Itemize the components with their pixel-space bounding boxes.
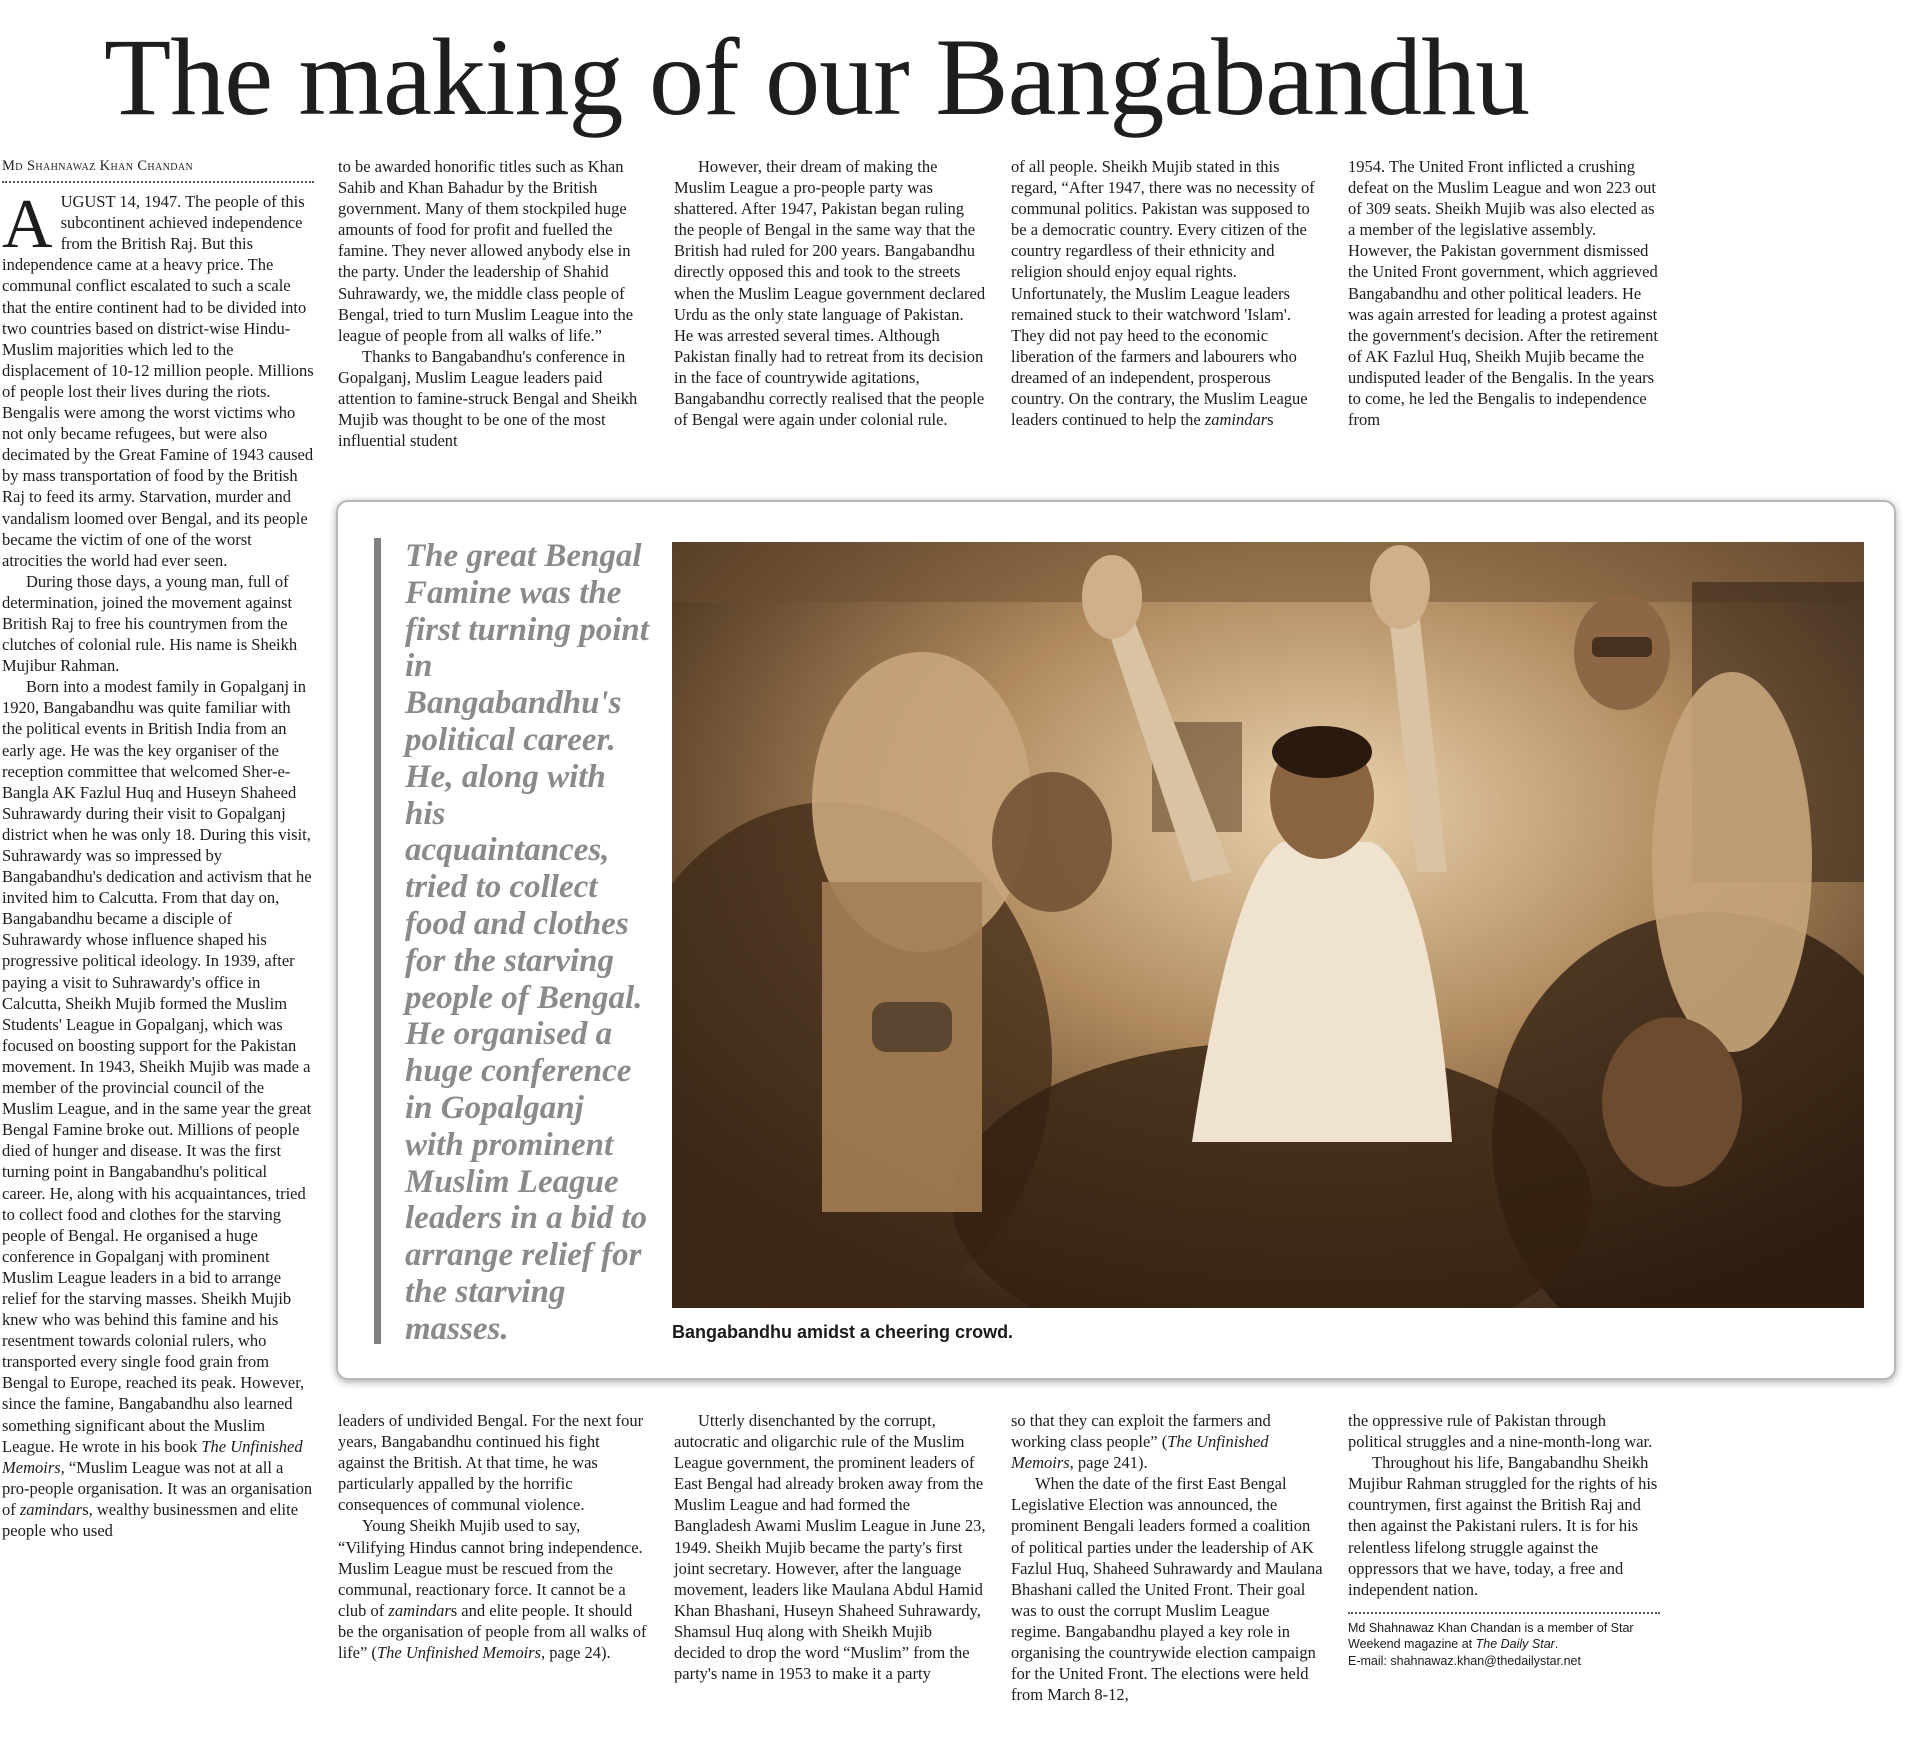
paragraph: Throughout his life, Bangabandhu Sheikh Mujibur Rahman struggled for the rights of his countrymen, first against the British Raj and then against the Pakistani rulers. It is for his relentless lifelong struggle against the oppressors that we have, today, a free and independent nation. xyxy=(1348,1453,1658,1599)
column-4-top xyxy=(1011,156,1323,430)
newspaper-name: The Daily Star xyxy=(1475,1637,1555,1652)
column-3-bottom xyxy=(674,1410,986,1684)
paragraph: the oppressive rule of Pakistan through political struggles and a nine-month-long war. xyxy=(1348,1411,1653,1452)
paragraph: so that they can exploit the farmers and working class people” (The Unfinished Memoirs, page 241). xyxy=(1011,1411,1271,1473)
byline: Md Shahnawaz Khan Chandan xyxy=(2,156,314,183)
pull-quote: The great Bengal Famine was the first turning point in Bangabandhu's political career. He, along with his acquaintances, tried to collect food and clothes for the starving people of Bengal. He organised a huge conference in Gopalganj with prominent Muslim League leaders in a bid to arrange relief for the starving masses. xyxy=(374,538,650,1344)
paragraph: 1954. The United Front inflicted a crushing defeat on the Muslim League and won 223 out of 309 seats. Sheikh Mujib was also elected as a member of the legislative assembly. However, the Pakistan government dismissed the United Front government, which aggrieved Bangabandhu and other political leaders. He was again arrested for leading a protest against the government's decision. After the retirement of AK Fazlul Huq, Sheikh Mujib became the undisputed leader of the Bengalis. In the years to come, he led the Bengalis to independence from xyxy=(1348,157,1658,430)
photo-caption: Bangabandhu amidst a cheering crowd. xyxy=(672,1322,1014,1342)
column-1 xyxy=(2,156,314,1541)
column-5-bottom xyxy=(1348,1410,1660,1669)
book-title: The Unfinished Memoirs xyxy=(2,1436,303,1477)
author-email: E-mail: shahnawaz.khan@thedailystar.net xyxy=(1348,1653,1581,1668)
paragraph: When the date of the first East Bengal Legislative Election was announced, the prominent Bengali leaders formed a coalition of political parties under the leadership of AK Fazlul Huq, Shaheed Suhrawardy and Maulana Bhashani called the United Front. Their goal was to oust the corrupt Muslim League regime. Bangabandhu played a key role in organising the countrywide election campaign for the United Front. The elections were held from March 8-12, xyxy=(1011,1474,1323,1705)
lede-paragraph: AUGUST 14, 1947. The people of this subcontinent achieved independence from the British Raj. But this independence came at a heavy price. The communal conflict escalated to such a scale that the entire continent had to be divided into two countries based on district-wise Hindu-Muslim majorities which led to the displacement of 10-12 million people. Millions of people lost their lives during the riots. Bengalis were among the worst victims who not only became refugees, but were also decimated by the Great Famine of 1943 caused by mass transportation of food by the British Raj to feed its army. Starvation, murder and vandalism loomed over Bengal, and its people became the victim of one of the worst atrocities the world had ever seen. xyxy=(2,186,314,570)
author-note: Md Shahnawaz Khan Chandan is a member of Star Weekend magazine at The Daily Star. E-mail: shahnawaz.khan@thedailystar.net xyxy=(1348,1612,1660,1670)
column-4-bottom xyxy=(1011,1410,1323,1705)
paragraph: During those days, a young man, full of determination, joined the movement against British Raj to free his countrymen from the clutches of colonial rule. His name is Sheikh Mujibur Rahman. xyxy=(2,571,298,676)
book-title: The Unfinished Memoirs xyxy=(376,1643,542,1663)
column-5-top xyxy=(1348,156,1660,430)
drop-cap: A xyxy=(2,186,53,264)
column-2-top xyxy=(338,156,650,451)
photo-cheering-crowd xyxy=(672,542,1864,1308)
column-2-bottom xyxy=(338,1410,650,1663)
photo-illustration xyxy=(672,542,1864,1308)
headline: The making of our Bangabandhu xyxy=(104,16,1530,138)
paragraph: However, their dream of making the Muslim League a pro-people party was shattered. After 1947, Pakistan began ruling the people of Bengal in the same way that the British had ruled for 200 years. Bangabandhu directly opposed this and took to the streets when the Muslim League government declared Urdu as the only state language of Pakistan. He was arrested several times. Although Pakistan finally had to retreat from its decision in the face of countrywide agitations, Bangabandhu correctly realised that the people of Bengal were again under colonial rule. xyxy=(674,157,986,430)
paragraph: Born into a modest family in Gopalganj in 1920, Bangabandhu was quite familiar with the political events in British India from an early age. He was the key organiser of the reception committee that welcomed Sher-e-Bangla AK Fazlul Huq and Huseyn Shaheed Suhrawardy during their visit to Gopalganj district when he was only 18. During this visit, Suhrawardy was so impressed by Bangabandhu's dedication and activism that he invited him to Calcutta. From that day on, Bangabandhu became a disciple of Suhrawardy whose influence shaped his progressive political ideology. In 1939, after paying a visit to Suhrawardy's office in Calcutta, Sheikh Mujib formed the Muslim Students' League in Gopalganj, which was focused on boosting support for the Pakistan movement. In 1943, Sheikh Mujib was made a member of the provincial council of the Muslim League, and in the same year the great Bengal Famine broke out. Millions of people died of hunger and disease. It was the first turning point in Bangabandhu's political career. He, along with his acquaintances, tried to collect food and clothes for the starving people of Bengal. He organised a huge conference in Gopalganj with prominent Muslim League leaders in a bid to arrange relief for the starving masses. Sheikh Mujib knew who was behind this famine and his resentment towards colonial rulers, who transported every single food grain from Bengal to Europe, reached its peak. However, since the famine, Bangabandhu also learned something significant about the Muslim League. He wrote in his book The Unfinished Memoirs, “Muslim League was not at all a pro-people organisation. It was an organisation of zamindars, wealthy businessmen and elite people who used xyxy=(2,677,313,1540)
paragraph: leaders of undivided Bengal. For the next four years, Bangabandhu continued his fight against the British. At that time, he was particularly appalled by the horrific consequences of communal violence. xyxy=(338,1411,644,1515)
paragraph: of all people. Sheikh Mujib stated in this regard, “After 1947, there was no necessity of communal politics. Pakistan was supposed to be a democratic country. Every citizen of the country regardless of their ethnicity and religion should enjoy equal rights. Unfortunately, the Muslim League leaders remained stuck to their watchword 'Islam'. They did not pay heed to the economic liberation of the farmers and labourers who dreamed of an independent, prosperous country. On the contrary, the Muslim League leaders continued to help the zamindars xyxy=(1011,157,1315,430)
column-3-top xyxy=(674,156,986,430)
paragraph: Young Sheikh Mujib used to say, “Vilifying Hindus cannot bring independence. Muslim League must be rescued from the communal, reactionary force. It cannot be a club of zamindars and elite people. It should be the organisation of people from all walks of life” (The Unfinished Memoirs, page 24). xyxy=(338,1516,647,1663)
paragraph: Utterly disenchanted by the corrupt, autocratic and oligarchic rule of the Muslim League government, the prominent leaders of East Bengal had already broken away from the Muslim League and had formed the Bangladesh Awami Muslim League in June 23, 1949. Sheikh Mujib became the party's first joint secretary. However, after the language movement, leaders like Maulana Abdul Hamid Khan Bhashani, Huseyn Shaheed Suhrawardy, Shamsul Huq along with Sheikh Mujib decided to drop the word “Muslim” from the party's name in 1953 to make it a party xyxy=(674,1411,986,1684)
paragraph: Thanks to Bangabandhu's conference in Gopalganj, Muslim League leaders paid attention to famine-struck Bengal and Sheikh Mujib was thought to be one of the most influential student xyxy=(338,346,638,451)
book-title: The Unfinished Memoirs xyxy=(1011,1432,1269,1473)
paragraph: to be awarded honorific titles such as Khan Sahib and Khan Bahadur by the British government. Many of them stockpiled huge amounts of food for profit and fuelled the famine. They never allowed anybody else in the party. Under the leadership of Shahid Suhrawardy, we, the middle class people of Bengal, tried to turn Muslim League into the league of people from all walks of life.” xyxy=(338,157,634,345)
